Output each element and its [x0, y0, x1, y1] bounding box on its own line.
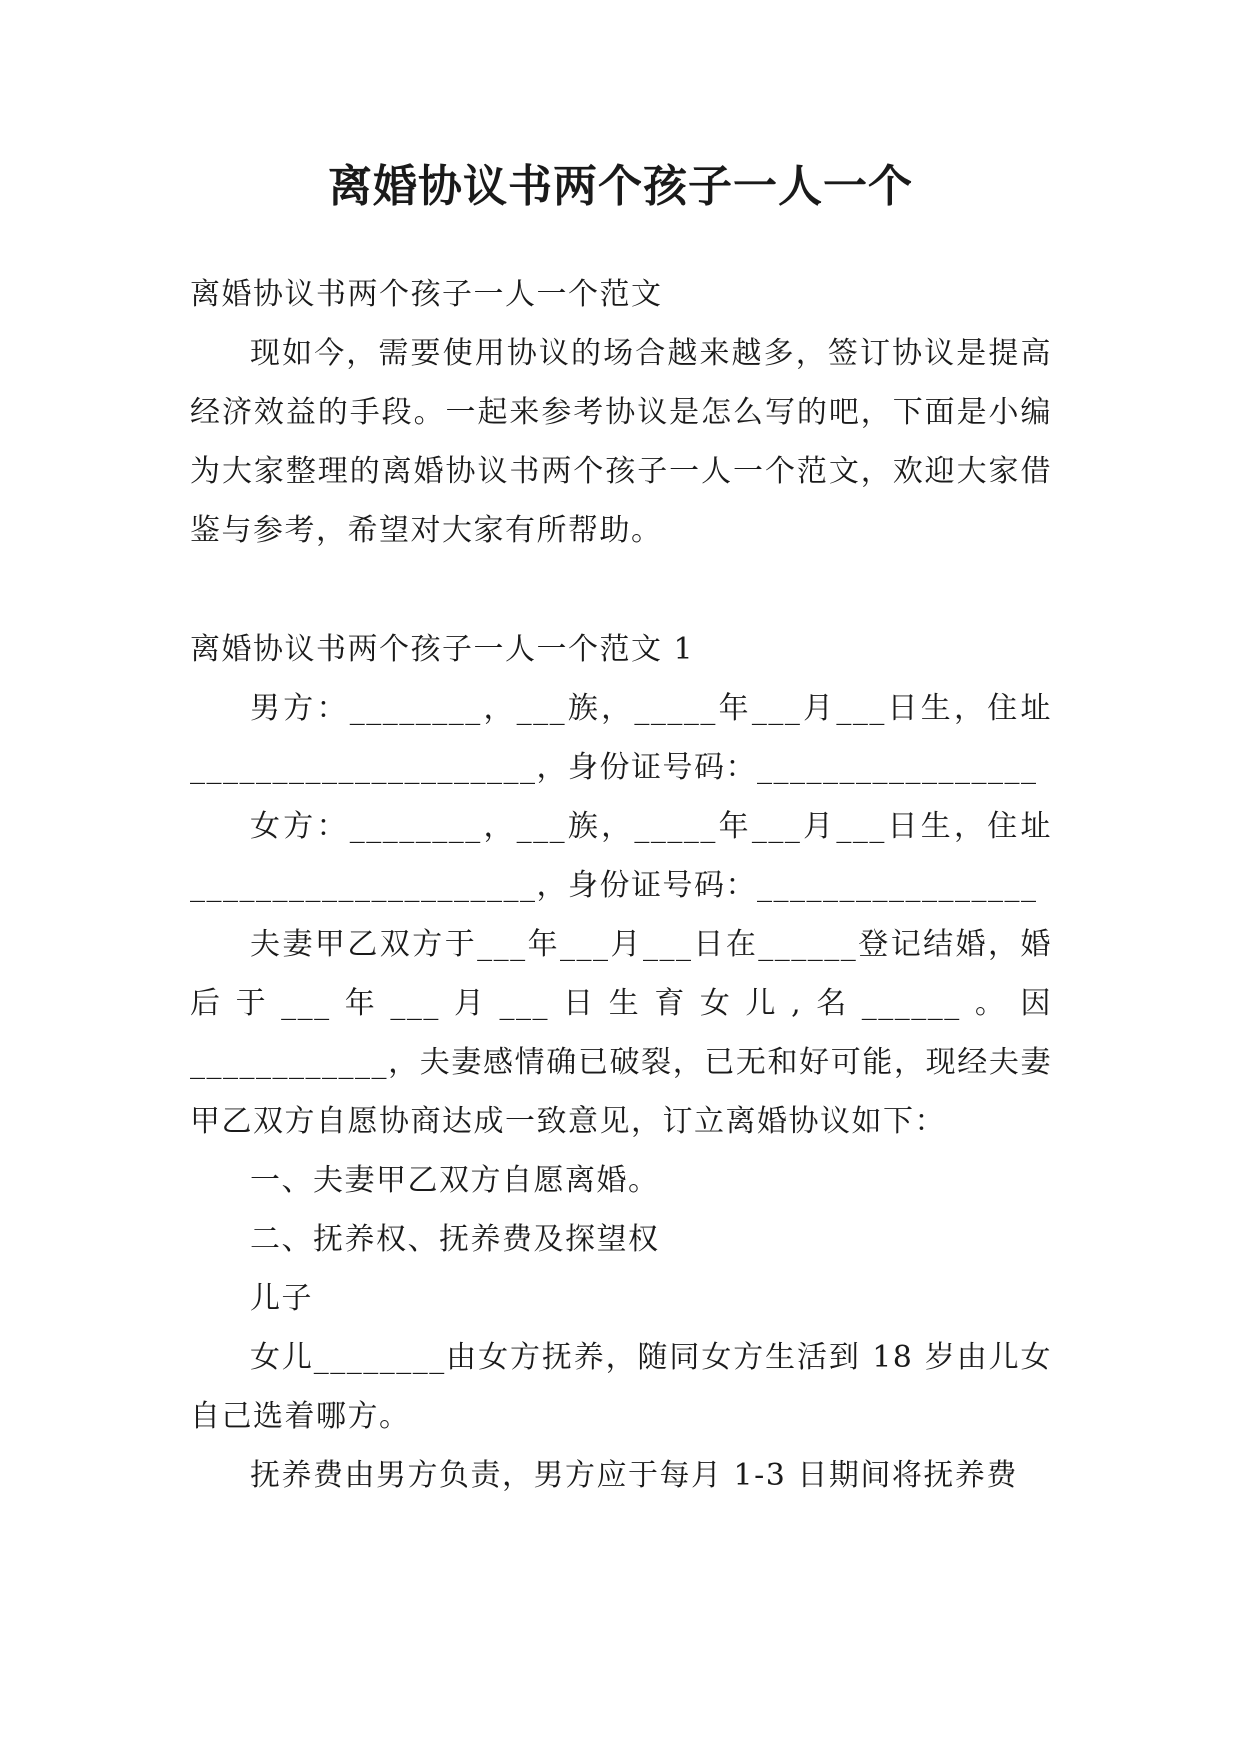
clause-one: 一、夫妻甲乙双方自愿离婚。	[250, 1163, 660, 1198]
husband-info-paragraph: 男方：________，___族，_____年___月___日生，住址_____________________，身份证号码：_________________	[190, 691, 1052, 785]
document-title: 离婚协议书两个孩子一人一个	[328, 161, 913, 212]
section-heading: 离婚协议书两个孩子一人一个范文 1	[190, 632, 695, 667]
support-fee-paragraph: 抚养费由男方负责，男方应于每月 1-3 日期间将抚养费	[250, 1458, 1018, 1493]
marriage-info-paragraph: 夫妻甲乙双方于___年___月___日在______登记结婚，婚后于___年___月___日生育女儿,名______。因____________，夫妻感情确已破裂，已无和好可能，现经夫妻甲乙双方自愿协商达成一致意见，订立离婚协议如下：	[190, 927, 1052, 1139]
daughter-custody-paragraph: 女儿________由女方抚养，随同女方生活到 18 岁由儿女自己选着哪方。	[190, 1340, 1052, 1434]
wife-info-paragraph: 女方：________，___族，_____年___月___日生，住址_____________________，身份证号码：_________________	[190, 809, 1052, 903]
intro-paragraph: 现如今，需要使用协议的场合越来越多，签订协议是提高经济效益的手段。一起来参考协议是怎么写的吧，下面是小编为大家整理的离婚协议书两个孩子一人一个范文，欢迎大家借鉴与参考，希望对大家有所帮助。	[190, 336, 1052, 548]
clause-two-heading: 二、抚养权、抚养费及探望权	[250, 1222, 660, 1257]
intro-block	[190, 265, 1052, 560]
agreement-body	[190, 620, 1052, 1505]
son-line: 儿子	[250, 1281, 313, 1316]
subtitle-line: 离婚协议书两个孩子一人一个范文	[190, 277, 663, 312]
